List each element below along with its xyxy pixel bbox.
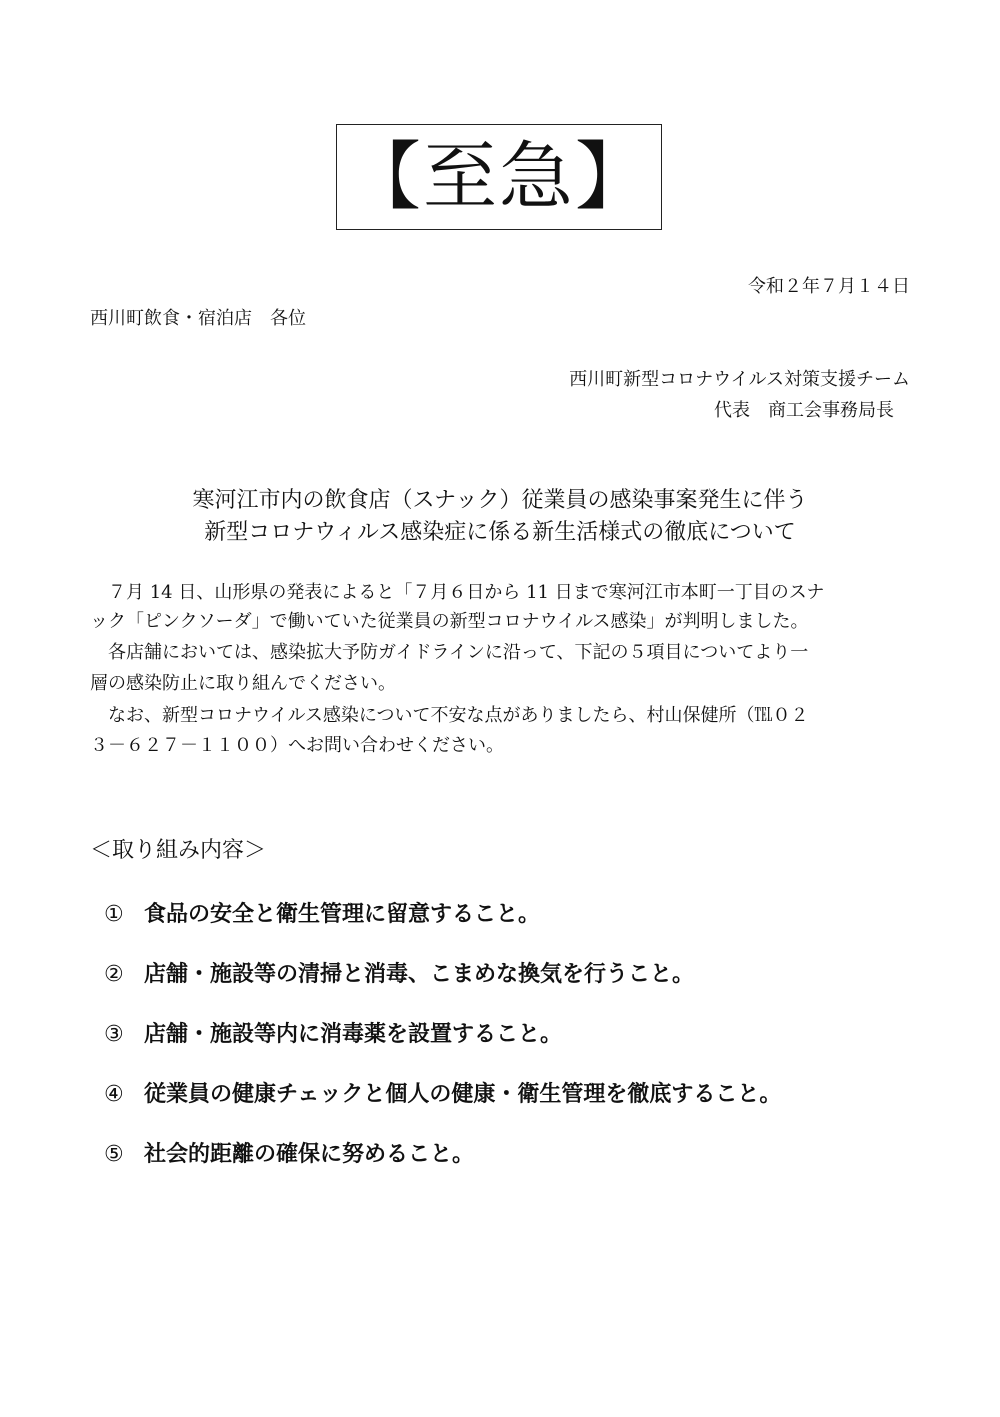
item-text: 店舗・施設等の清掃と消毒、こまめな換気を行うこと。 xyxy=(144,962,695,987)
item-text: 従業員の健康チェックと個人の健康・衛生管理を徹底すること。 xyxy=(144,1082,782,1107)
sender-representative: 代表 商工会事務局長 xyxy=(714,400,894,421)
document-date: 令和２年７月１４日 xyxy=(748,276,910,297)
section-heading: ＜取り組み内容＞ xyxy=(90,838,267,863)
item-number: ③ xyxy=(104,1022,124,1047)
action-item xyxy=(104,1017,562,1048)
urgent-box xyxy=(336,124,662,230)
body-line: なお、新型コロナウイルス感染について不安な点がありましたら、村山保健所（℡０２ xyxy=(90,705,809,726)
urgent-title: 【至急】 xyxy=(347,134,651,220)
item-number: ④ xyxy=(104,1082,124,1107)
body-line: 層の感染防止に取り組んでください。 xyxy=(90,673,396,694)
subject-line-1: 寒河江市内の飲食店（スナック）従業員の感染事案発生に伴う xyxy=(192,488,808,513)
action-item xyxy=(104,897,540,928)
action-item xyxy=(104,1137,474,1168)
body-line: ３－６２７－１１００）へお問い合わせください。 xyxy=(90,735,504,756)
body-line: ック「ピンクソーダ」で働いていた従業員の新型コロナウイルス感染」が判明しました。 xyxy=(90,611,809,632)
addressee: 西川町飲食・宿泊店 各位 xyxy=(90,308,306,329)
item-number: ① xyxy=(104,902,124,927)
item-text: 社会的距離の確保に努めること。 xyxy=(144,1142,475,1167)
body-line: 各店舗においては、感染拡大予防ガイドラインに沿って、下記の５項目についてより一 xyxy=(90,642,809,663)
action-item xyxy=(104,1077,781,1108)
item-number: ② xyxy=(104,962,124,987)
item-text: 食品の安全と衛生管理に留意すること。 xyxy=(144,902,541,927)
item-text: 店舗・施設等内に消毒薬を設置すること。 xyxy=(144,1022,563,1047)
action-item xyxy=(104,957,694,988)
sender-organization: 西川町新型コロナウイルス対策支援チーム xyxy=(569,369,910,390)
item-number: ⑤ xyxy=(104,1142,124,1167)
subject-line-2: 新型コロナウィルス感染症に係る新生活様式の徹底について xyxy=(204,520,796,545)
body-line: ７月 14 日、山形県の発表によると「７月６日から 11 日まで寒河江市本町一丁目のスナ xyxy=(90,582,825,603)
